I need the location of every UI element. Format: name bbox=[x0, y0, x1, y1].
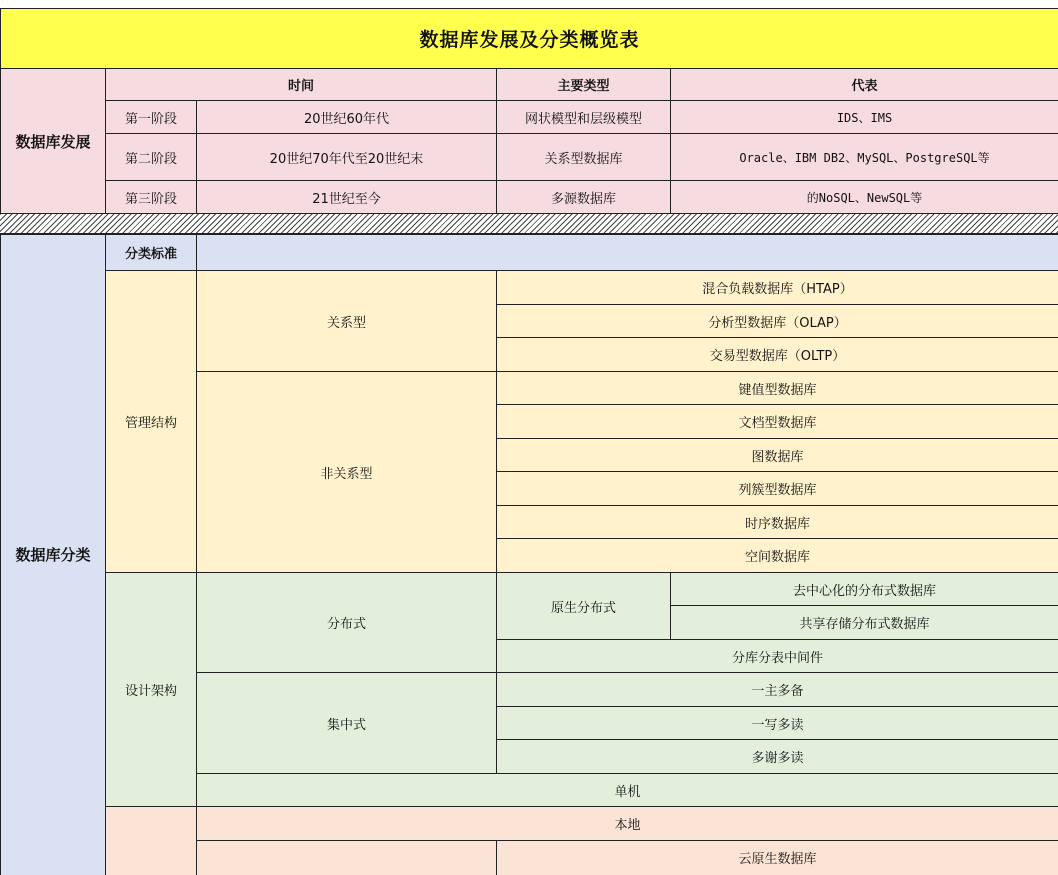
centralized-label: 集中式 bbox=[197, 673, 497, 774]
time-cell: 20世纪60年代 bbox=[197, 101, 497, 134]
classification-table bbox=[0, 234, 1058, 875]
classification-label: 数据库分类 bbox=[1, 235, 106, 875]
stage-cell: 第二阶段 bbox=[106, 134, 197, 181]
stage-cell: 第一阶段 bbox=[106, 101, 197, 134]
stage-cell: 第三阶段 bbox=[106, 181, 197, 214]
standalone-item: 单机 bbox=[197, 774, 1058, 807]
page-title: 数据库发展及分类概览表 bbox=[1, 9, 1058, 69]
type-cell: 关系型数据库 bbox=[497, 134, 671, 181]
local-item: 本地 bbox=[197, 807, 1058, 841]
relational-label: 关系型 bbox=[197, 271, 497, 372]
hatched-separator bbox=[0, 213, 1058, 234]
list-item: 分析型数据库（OLAP） bbox=[497, 305, 1058, 338]
header-representative: 代表 bbox=[671, 69, 1058, 101]
list-item: 文档型数据库 bbox=[497, 405, 1058, 439]
list-item: 共享存储分布式数据库 bbox=[671, 606, 1058, 640]
type-cell: 多源数据库 bbox=[497, 181, 671, 214]
header-time: 时间 bbox=[106, 69, 497, 101]
type-cell: 网状模型和层级模型 bbox=[497, 101, 671, 134]
header-type: 主要类型 bbox=[497, 69, 671, 101]
deploy-label bbox=[106, 807, 197, 875]
list-item: 键值型数据库 bbox=[497, 372, 1058, 405]
native-distributed-label: 原生分布式 bbox=[497, 573, 671, 640]
list-item: 一写多读 bbox=[497, 707, 1058, 740]
cloud-native-item: 云原生数据库 bbox=[497, 841, 1058, 875]
list-item: 混合负载数据库（HTAP） bbox=[497, 271, 1058, 305]
time-cell: 20世纪70年代至20世纪末 bbox=[197, 134, 497, 181]
design-arch-label: 设计架构 bbox=[106, 573, 197, 807]
distributed-label: 分布式 bbox=[197, 573, 497, 673]
list-item: 交易型数据库（OLTP） bbox=[497, 338, 1058, 372]
list-item: 图数据库 bbox=[497, 439, 1058, 472]
list-item: 时序数据库 bbox=[497, 506, 1058, 539]
criteria-header-fill bbox=[197, 235, 1058, 271]
list-item: 多谢多读 bbox=[497, 740, 1058, 774]
representative-cell: IDS、IMS bbox=[671, 101, 1058, 134]
development-table bbox=[0, 8, 1058, 214]
list-item: 列簇型数据库 bbox=[497, 472, 1058, 506]
time-cell: 21世纪至今 bbox=[197, 181, 497, 214]
nonrelational-label: 非关系型 bbox=[197, 372, 497, 573]
criteria-header: 分类标准 bbox=[106, 235, 197, 271]
list-item: 空间数据库 bbox=[497, 539, 1058, 573]
list-item: 一主多备 bbox=[497, 673, 1058, 707]
mgmt-structure-label: 管理结构 bbox=[106, 271, 197, 573]
development-label: 数据库发展 bbox=[1, 69, 106, 214]
middleware-item: 分库分表中间件 bbox=[497, 640, 1058, 673]
representative-cell: 的NoSQL、NewSQL等 bbox=[671, 181, 1058, 214]
representative-cell: Oracle、IBM DB2、MySQL、PostgreSQL等 bbox=[671, 134, 1058, 181]
list-item: 去中心化的分布式数据库 bbox=[671, 573, 1058, 606]
deploy-sub-label bbox=[197, 841, 497, 875]
